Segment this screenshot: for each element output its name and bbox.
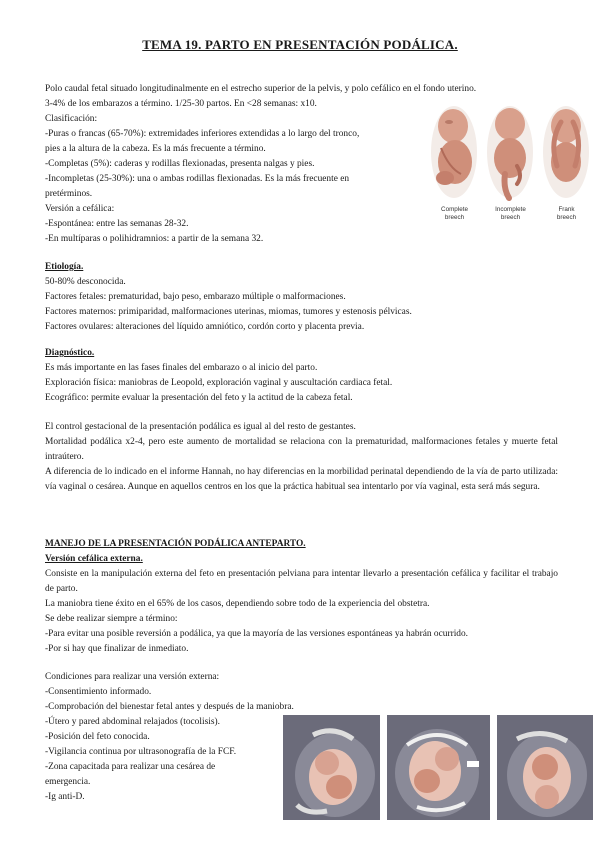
etiologia-line: Factores maternos: primiparidad, malformaciones uterinas, miomas, tumores y estenosis pélvicas. — [45, 307, 412, 317]
incomplete-breech-illustration — [485, 96, 535, 202]
caption-complete-breech: Complete breech — [441, 206, 468, 221]
mortalidad-text: Mortalidad podálica x2-4, pero este aumento de mortalidad se relaciona con la prematuridad, malformaciones fetales y muerte fetal intraútero. — [45, 437, 558, 462]
diagnostico-line: Exploración física: maniobras de Leopold, exploración vaginal y auscultación cardiaca fetal. — [45, 378, 393, 388]
manejo-section — [45, 537, 558, 657]
intro-line: Versión a cefálica: — [45, 204, 115, 214]
manejo-definition: Consiste en la manipulación externa del feto en presentación pelviana para intentar llevarlo a presentación cefálica y facilitar el trabajo de parto. — [45, 569, 558, 594]
caption-incomplete-breech: Incomplete breech — [495, 206, 526, 221]
condiciones-title: Condiciones para realizar una versión externa: — [45, 672, 220, 682]
manejo-line: Se debe realizar siempre a término: — [45, 614, 178, 624]
condicion-item: -Zona capacitada para realizar una cesárea de — [45, 762, 216, 772]
condiciones-section — [45, 670, 294, 805]
etiologia-section — [45, 260, 558, 335]
caption-frank-breech: Frank breech — [556, 206, 577, 221]
diagnostico-line: Ecográfico: permite evaluar la presentación del feto y la actitud de la cabeza fetal. — [45, 393, 353, 403]
complete-breech-illustration — [429, 96, 479, 202]
condicion-item: -Útero y pared abdominal relajados (tocolisis). — [45, 717, 220, 727]
manejo-line: -Para evitar una posible reversión a podálica, ya que la mayoría de las versiones espontáneas ya habrán ocurrido. — [45, 629, 469, 639]
breech-types-figure — [425, 96, 590, 231]
intro-line: pies a la altura de la cabeza. Es la más frecuente a término. — [45, 144, 266, 154]
diagnostico-section — [45, 346, 558, 406]
intro-line: -Completas (5%): caderas y rodillas flexionadas, presenta nalgas y pies. — [45, 159, 315, 169]
condicion-item: emergencia. — [45, 777, 91, 787]
etiologia-line: 50-80% desconocida. — [45, 277, 126, 287]
page-title: TEMA 19. PARTO EN PRESENTACIÓN PODÁLICA. — [142, 37, 458, 52]
etiologia-line: Factores ovulares: alteraciones del líquido amniótico, cordón corto y placenta previa. — [45, 322, 365, 332]
intro-line: 3-4% de los embarazos a término. 1/25-30 partos. En <28 semanas: x10. — [45, 99, 317, 109]
ecv-step-1-illustration — [283, 715, 380, 820]
section-heading: Diagnóstico. — [45, 348, 95, 358]
hannah-text: A diferencia de lo indicado en el informe Hannah, no hay diferencias en la morbilidad perinatal dependiendo de la vía de parto utilizada: vía vaginal o cesárea. Aunque en aquellos centros en los que la práctica habitual sea intentarlo por vía vaginal, esta será más segura. — [45, 467, 558, 492]
frank-breech-illustration — [541, 96, 591, 202]
intro-line: Clasificación: — [45, 114, 98, 124]
condicion-item: -Consentimiento informado. — [45, 687, 152, 697]
intro-line: pretérminos. — [45, 189, 93, 199]
intro-line: -Puras o francas (65-70%): extremidades inferiores extendidas a lo largo del tronco, — [45, 129, 360, 139]
condicion-item: -Ig anti-D. — [45, 792, 85, 802]
diagnostico-line: Es más importante en las fases finales del embarazo o al inicio del parto. — [45, 363, 318, 373]
intro-line: -En multíparas o polihidramnios: a partir de la semana 32. — [45, 234, 264, 244]
subsection-heading: Versión cefálica externa. — [45, 554, 143, 564]
intro-line: -Espontánea: entre las semanas 28-32. — [45, 219, 189, 229]
control-text: El control gestacional de la presentación podálica es igual al del resto de gestantes. — [45, 422, 356, 432]
section-heading: MANEJO DE LA PRESENTACIÓN PODÁLICA ANTEPARTO. — [45, 539, 306, 549]
ecv-step-2-illustration — [387, 715, 490, 820]
condicion-item: -Vigilancia continua por ultrasonografía de la FCF. — [45, 747, 237, 757]
manejo-line: -Por si hay que finalizar de inmediato. — [45, 644, 189, 654]
diagnostico-notes — [45, 420, 558, 495]
etiologia-line: Factores fetales: prematuridad, bajo peso, embarazo múltiple o malformaciones. — [45, 292, 346, 302]
section-heading: Etiología. — [45, 262, 84, 272]
condicion-item: -Posición del feto conocida. — [45, 732, 150, 742]
intro-line: Polo caudal fetal situado longitudinalmente en el estrecho superior de la pelvis, y polo cefálico en el fondo uterino. — [45, 84, 477, 94]
intro-line: -Incompletas (25-30%): una o ambas rodillas flexionadas. Es la más frecuente en — [45, 174, 350, 184]
ecv-step-3-illustration — [497, 715, 593, 820]
condicion-item: -Comprobación del bienestar fetal antes y después de la maniobra. — [45, 702, 294, 712]
manejo-line: La maniobra tiene éxito en el 65% de los casos, dependiendo sobre todo de la experiencia del obstetra. — [45, 599, 430, 609]
